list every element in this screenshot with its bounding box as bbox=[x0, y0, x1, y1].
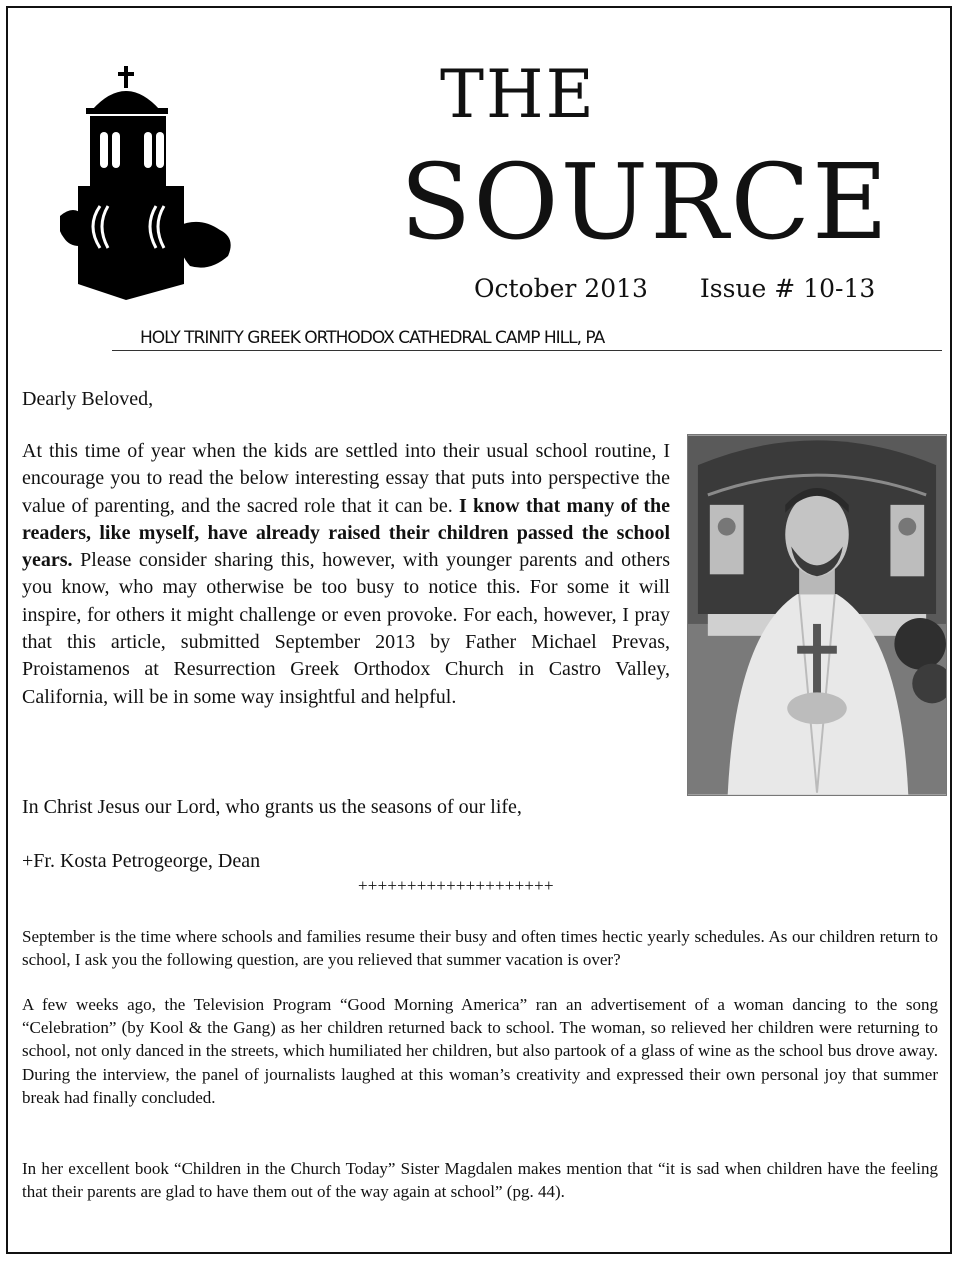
intro-paragraph bbox=[22, 438, 670, 711]
salutation: Dearly Beloved, bbox=[22, 388, 154, 410]
article-paragraph-1: September is the time where schools and families resume their busy and often times hectic yearly schedules. As our children return to school, I ask you the following question, are you relieved that summer vacation is over? bbox=[22, 927, 938, 970]
priest-portrait-photo bbox=[687, 434, 947, 796]
section-separator: ++++++++++++++++++++ bbox=[358, 876, 554, 895]
article-paragraph-2: A few weeks ago, the Television Program “Good Morning America” ran an advertisement of a woman dancing to the song “Celebration” (by Kool & the Gang) as her children returned back to school. The woman, so relieved her children were returning to school, not only danced in the streets, which humiliated her children, but also partook of a glass of wine as the school bus drove away. During the interview, the panel of journalists laughed at this woman’s creativity and expressed their own personal joy that summer break had finally concluded. bbox=[22, 995, 938, 1107]
issue-line bbox=[474, 274, 875, 303]
intro-text-part1: At this time of year when the kids are settled into their usual school routine, I encourage you to read the below interesting essay that puts into perspective the value of parenting, and the sacred role that it can be. bbox=[22, 440, 670, 517]
masthead-title-main: SOURCE bbox=[400, 141, 890, 263]
issue-date: October 2013 bbox=[474, 274, 648, 303]
article-paragraph-3: In her excellent book “Children in the Church Today” Sister Magdalen makes mention that “it is sad when children have the feeling that their parents are glad to have them out of the way again at school” (pg. 44). bbox=[22, 1159, 938, 1202]
church-bell-tower-logo bbox=[60, 66, 240, 306]
intro-text-part2: Please consider sharing this, however, with younger parents and others you know, who may otherwise be too busy to notice this. For some it will inspire, for others it might challenge or even provoke. For each, however, I pray that this article, submitted September 2013 by Father Michael Prevas, Proistamenos at Resurrection Greek Orthodox Church in Castro Valley, California, will be in some way insightful and helpful. bbox=[22, 549, 670, 708]
masthead-divider bbox=[112, 350, 942, 351]
masthead-title-top: THE bbox=[440, 56, 596, 133]
intro-text-bold: I know that many of the readers, like myself, have already raised their children passed the school years. bbox=[22, 494, 670, 572]
signature: +Fr. Kosta Petrogeorge, Dean bbox=[22, 850, 261, 872]
issue-number: Issue # 10-13 bbox=[699, 274, 876, 303]
closing-line: In Christ Jesus our Lord, who grants us the seasons of our life, bbox=[22, 796, 522, 818]
church-name: HOLY TRINITY GREEK ORTHODOX CATHEDRAL CAMP HILL, PA bbox=[140, 328, 605, 348]
